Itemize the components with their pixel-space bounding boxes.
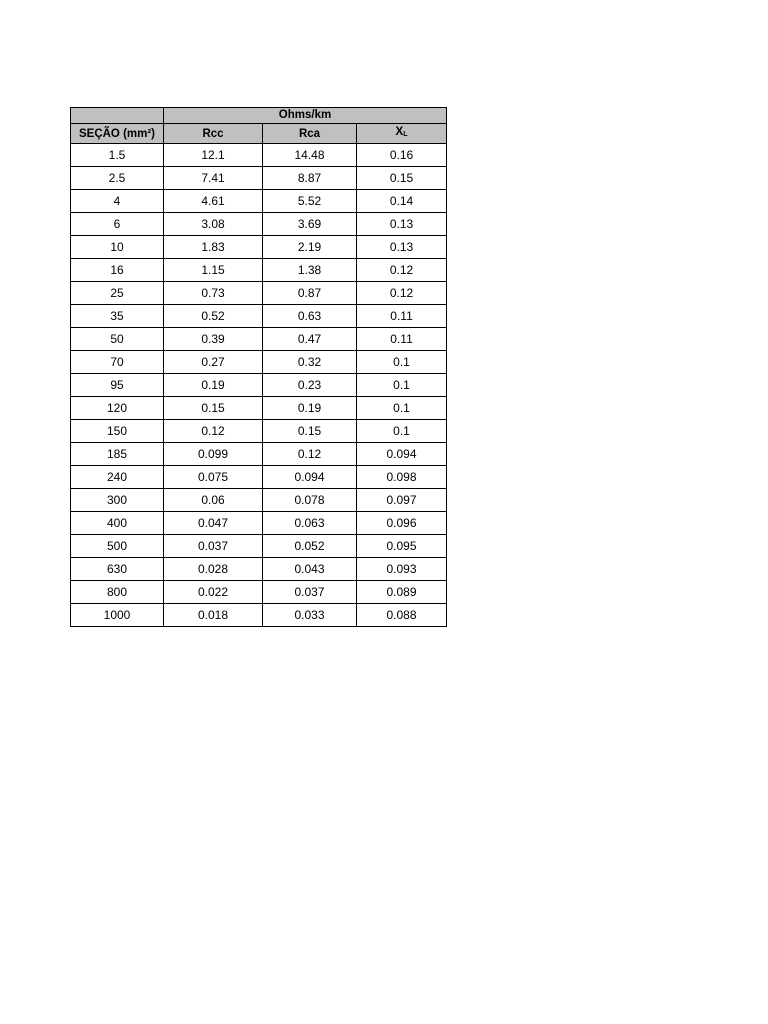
rca-cell: 2.19 <box>263 236 357 259</box>
rca-cell: 14.48 <box>263 144 357 167</box>
section-cell: 10 <box>71 236 164 259</box>
section-cell: 50 <box>71 328 164 351</box>
section-cell: 500 <box>71 535 164 558</box>
xl-cell: 0.14 <box>357 190 447 213</box>
section-cell: 25 <box>71 282 164 305</box>
xl-cell: 0.089 <box>357 581 447 604</box>
section-cell: 400 <box>71 512 164 535</box>
rcc-cell: 0.047 <box>164 512 263 535</box>
cable-impedance-table <box>70 107 447 627</box>
table-row <box>71 259 447 282</box>
rcc-cell: 0.52 <box>164 305 263 328</box>
rca-cell: 0.63 <box>263 305 357 328</box>
header-group-row <box>71 108 447 124</box>
section-cell: 35 <box>71 305 164 328</box>
section-cell: 95 <box>71 374 164 397</box>
rcc-cell: 0.037 <box>164 535 263 558</box>
rca-cell: 0.063 <box>263 512 357 535</box>
table-body <box>71 144 447 627</box>
rca-cell: 0.078 <box>263 489 357 512</box>
table-header <box>71 108 447 144</box>
rcc-cell: 4.61 <box>164 190 263 213</box>
rcc-cell: 0.075 <box>164 466 263 489</box>
rca-cell: 1.38 <box>263 259 357 282</box>
rca-cell: 0.19 <box>263 397 357 420</box>
rcc-cell: 0.39 <box>164 328 263 351</box>
table-row <box>71 305 447 328</box>
rcc-cell: 0.15 <box>164 397 263 420</box>
section-cell: 2.5 <box>71 167 164 190</box>
rca-cell: 8.87 <box>263 167 357 190</box>
rcc-cell: 0.018 <box>164 604 263 627</box>
xl-cell: 0.1 <box>357 420 447 443</box>
xl-cell: 0.13 <box>357 236 447 259</box>
table-row <box>71 397 447 420</box>
table-row <box>71 351 447 374</box>
header-blank-cell <box>71 108 164 124</box>
rca-cell: 0.87 <box>263 282 357 305</box>
rcc-cell: 0.12 <box>164 420 263 443</box>
rcc-cell: 0.06 <box>164 489 263 512</box>
rcc-cell: 0.022 <box>164 581 263 604</box>
table-row <box>71 604 447 627</box>
rca-cell: 3.69 <box>263 213 357 236</box>
rca-cell: 0.12 <box>263 443 357 466</box>
xl-cell: 0.097 <box>357 489 447 512</box>
xl-column-header <box>357 124 447 144</box>
xl-cell: 0.096 <box>357 512 447 535</box>
table-row <box>71 328 447 351</box>
xl-cell: 0.1 <box>357 374 447 397</box>
xl-cell: 0.12 <box>357 282 447 305</box>
rcc-cell: 0.099 <box>164 443 263 466</box>
rcc-cell: 3.08 <box>164 213 263 236</box>
table-row <box>71 443 447 466</box>
xl-cell: 0.11 <box>357 328 447 351</box>
section-column-header: SEÇÃO (mm²) <box>71 124 164 144</box>
xl-cell: 0.1 <box>357 397 447 420</box>
section-cell: 1.5 <box>71 144 164 167</box>
xl-cell: 0.11 <box>357 305 447 328</box>
table-row <box>71 190 447 213</box>
rcc-cell: 1.83 <box>164 236 263 259</box>
section-cell: 6 <box>71 213 164 236</box>
rcc-cell: 1.15 <box>164 259 263 282</box>
table-row <box>71 466 447 489</box>
section-cell: 630 <box>71 558 164 581</box>
xl-cell: 0.088 <box>357 604 447 627</box>
rca-column-header: Rca <box>263 124 357 144</box>
xl-cell: 0.095 <box>357 535 447 558</box>
section-cell: 16 <box>71 259 164 282</box>
xl-cell: 0.094 <box>357 443 447 466</box>
table-row <box>71 558 447 581</box>
table-row <box>71 581 447 604</box>
section-cell: 1000 <box>71 604 164 627</box>
rca-cell: 0.037 <box>263 581 357 604</box>
rcc-column-header: Rcc <box>164 124 263 144</box>
rca-cell: 0.15 <box>263 420 357 443</box>
rca-cell: 0.052 <box>263 535 357 558</box>
table-row <box>71 535 447 558</box>
section-cell: 120 <box>71 397 164 420</box>
rca-cell: 5.52 <box>263 190 357 213</box>
rca-cell: 0.32 <box>263 351 357 374</box>
rca-cell: 0.47 <box>263 328 357 351</box>
xl-cell: 0.16 <box>357 144 447 167</box>
rcc-cell: 0.73 <box>164 282 263 305</box>
section-cell: 240 <box>71 466 164 489</box>
xl-header-main: X <box>395 126 404 138</box>
table-row <box>71 420 447 443</box>
xl-cell: 0.13 <box>357 213 447 236</box>
section-cell: 800 <box>71 581 164 604</box>
section-cell: 150 <box>71 420 164 443</box>
header-column-row <box>71 124 447 144</box>
section-cell: 4 <box>71 190 164 213</box>
xl-header-subscript: L <box>403 131 408 138</box>
xl-cell: 0.093 <box>357 558 447 581</box>
table-row <box>71 489 447 512</box>
rca-cell: 0.094 <box>263 466 357 489</box>
rca-cell: 0.033 <box>263 604 357 627</box>
section-cell: 185 <box>71 443 164 466</box>
xl-cell: 0.1 <box>357 351 447 374</box>
rcc-cell: 0.028 <box>164 558 263 581</box>
rcc-cell: 7.41 <box>164 167 263 190</box>
table-row <box>71 282 447 305</box>
ohms-per-km-header: Ohms/km <box>164 108 447 124</box>
section-cell: 300 <box>71 489 164 512</box>
table-row <box>71 167 447 190</box>
table-row <box>71 512 447 535</box>
table-row <box>71 236 447 259</box>
xl-cell: 0.12 <box>357 259 447 282</box>
table-row <box>71 213 447 236</box>
rca-cell: 0.23 <box>263 374 357 397</box>
rcc-cell: 0.19 <box>164 374 263 397</box>
xl-cell: 0.098 <box>357 466 447 489</box>
rcc-cell: 0.27 <box>164 351 263 374</box>
table-row <box>71 144 447 167</box>
rca-cell: 0.043 <box>263 558 357 581</box>
xl-cell: 0.15 <box>357 167 447 190</box>
table-row <box>71 374 447 397</box>
section-cell: 70 <box>71 351 164 374</box>
rcc-cell: 12.1 <box>164 144 263 167</box>
